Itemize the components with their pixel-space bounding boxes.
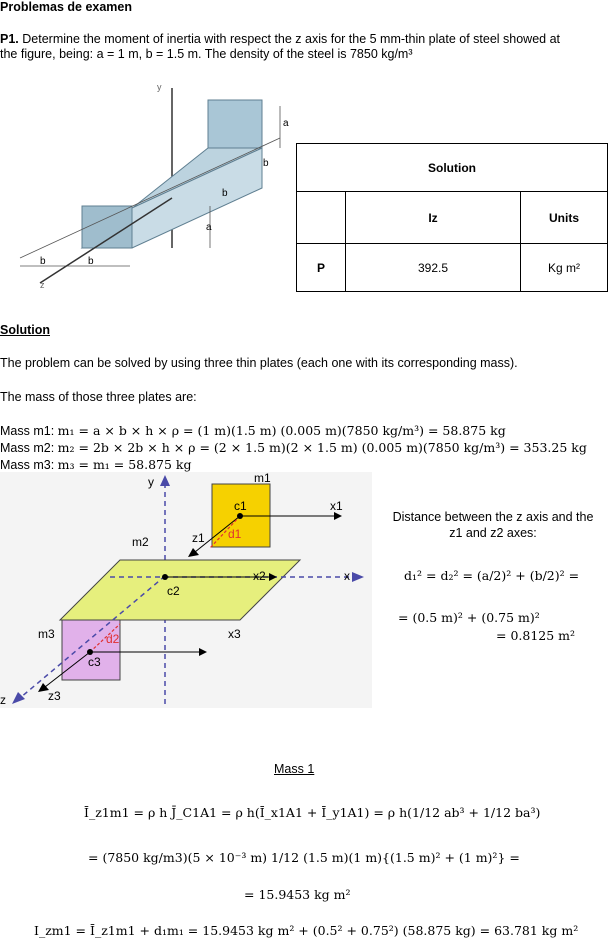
mass1-eq-3: = 15.9453 kg m² [244, 887, 351, 902]
fig2-c3-label: c3 [88, 655, 101, 669]
fig2-d1-label: d1 [228, 527, 242, 541]
mass-m3-line [0, 457, 192, 473]
fig2-m3-label: m3 [38, 627, 55, 641]
problem-text-1: Determine the moment of inertia with respect the z axis for the 5 mm-thin plate of steel showed at [22, 32, 561, 46]
fig2-x3-label: x3 [228, 627, 241, 641]
table-empty-cell [297, 192, 346, 244]
mass1-heading: Mass 1 [274, 762, 315, 776]
mass1-eq-2: = (7850 kg/m3)(5 × 10⁻³ m) 1/12 (1.5 m)(1 m){(1.5 m)² + (1 m)²} = [88, 850, 520, 865]
fig1-y-label: y [157, 82, 162, 92]
fig1-b-label-3: b [40, 256, 46, 267]
problem-label: P1. [0, 32, 19, 46]
problem-line-1 [0, 32, 560, 47]
page-title: Problemas de examen [0, 0, 133, 14]
fig1-z-label: z [40, 280, 45, 290]
fig2-x1-label: x1 [330, 499, 343, 513]
fig2-m2-label: m2 [132, 535, 149, 549]
fig1-b-label-1: b [263, 158, 269, 169]
solution-heading: Solution [0, 323, 50, 337]
mass-m1-line [0, 423, 506, 439]
fig2-z3-label: z3 [48, 689, 61, 703]
fig2-m1-label: m1 [254, 472, 271, 485]
fig2-c2-label: c2 [167, 584, 180, 598]
distance-eq-1: d₁² = d₂² = (a/2)² + (b/2)² = [404, 568, 580, 583]
mass-intro: The mass of those three plates are: [0, 390, 197, 404]
m1-equation: m₁ = a × b × h × ρ = (1 m)(1.5 m) (0.005 m)(7850 kg/m³) = 58.875 kg [57, 423, 506, 438]
m2-label: Mass m2: [0, 441, 58, 455]
solution-intro: The problem can be solved by using three thin plates (each one with its corresponding mass). [0, 356, 518, 370]
fig2-z1-label: z1 [192, 531, 205, 545]
decomposition-figure [0, 472, 372, 708]
m2-equation: m₂ = 2b × 2b × h × ρ = (2 × 1.5 m)(2 × 1.5 m) (0.005 m)(7850 kg/m³) = 353.25 kg [57, 440, 587, 455]
table-row-label: P [297, 244, 346, 292]
solution-table [296, 143, 608, 292]
fig2-x-label: x [344, 569, 350, 583]
fig1-a-label-bottom: a [206, 222, 212, 233]
mass-m2-line [0, 440, 587, 456]
distance-eq-2: = (0.5 m)² + (0.75 m)² [398, 610, 540, 625]
plate-figure [0, 78, 300, 298]
table-header-units: Units [521, 192, 608, 244]
fig1-b-label-2: b [222, 188, 228, 199]
fig2-z-label: z [0, 693, 6, 707]
m3-label: Mass m3: [0, 458, 58, 472]
table-iz-value: 392.5 [346, 244, 521, 292]
table-header-iz: Iz [346, 192, 521, 244]
fig2-d2-label: d2 [106, 632, 120, 646]
fig1-a-label-top: a [283, 118, 289, 129]
fig2-y-label: y [148, 475, 154, 489]
fig1-b-label-4: b [88, 256, 94, 267]
distance-title-1: Distance between the z axis and the [392, 510, 594, 524]
mass1-eq-4: I_zm1 = Ī_z1m1 + d₁m₁ = 15.9453 kg m² + (0.5² + 0.75²) (58.875 kg) = 63.781 kg m² [34, 923, 579, 938]
distance-eq-3: = 0.8125 m² [496, 628, 576, 643]
m1-label: Mass m1: [0, 424, 58, 438]
m3-equation: m₃ = m₁ = 58.875 kg [57, 457, 192, 472]
distance-title-2: z1 and z2 axes: [449, 526, 537, 540]
fig2-c1-label: c1 [234, 499, 247, 513]
mass1-eq-1: Ī_z1m1 = ρ h J̄_C1A1 = ρ h(Ī_x1A1 + Ī_y1A1) = ρ h(1/12 ab³ + 1/12 ba³) [84, 805, 541, 820]
table-units-value: Kg m² [521, 244, 608, 292]
problem-text-2: the figure, being: a = 1 m, b = 1.5 m. The density of the steel is 7850 kg/m³ [0, 47, 413, 61]
solution-table-title: Solution [297, 144, 608, 192]
fig2-x2-label: x2 [253, 569, 266, 583]
